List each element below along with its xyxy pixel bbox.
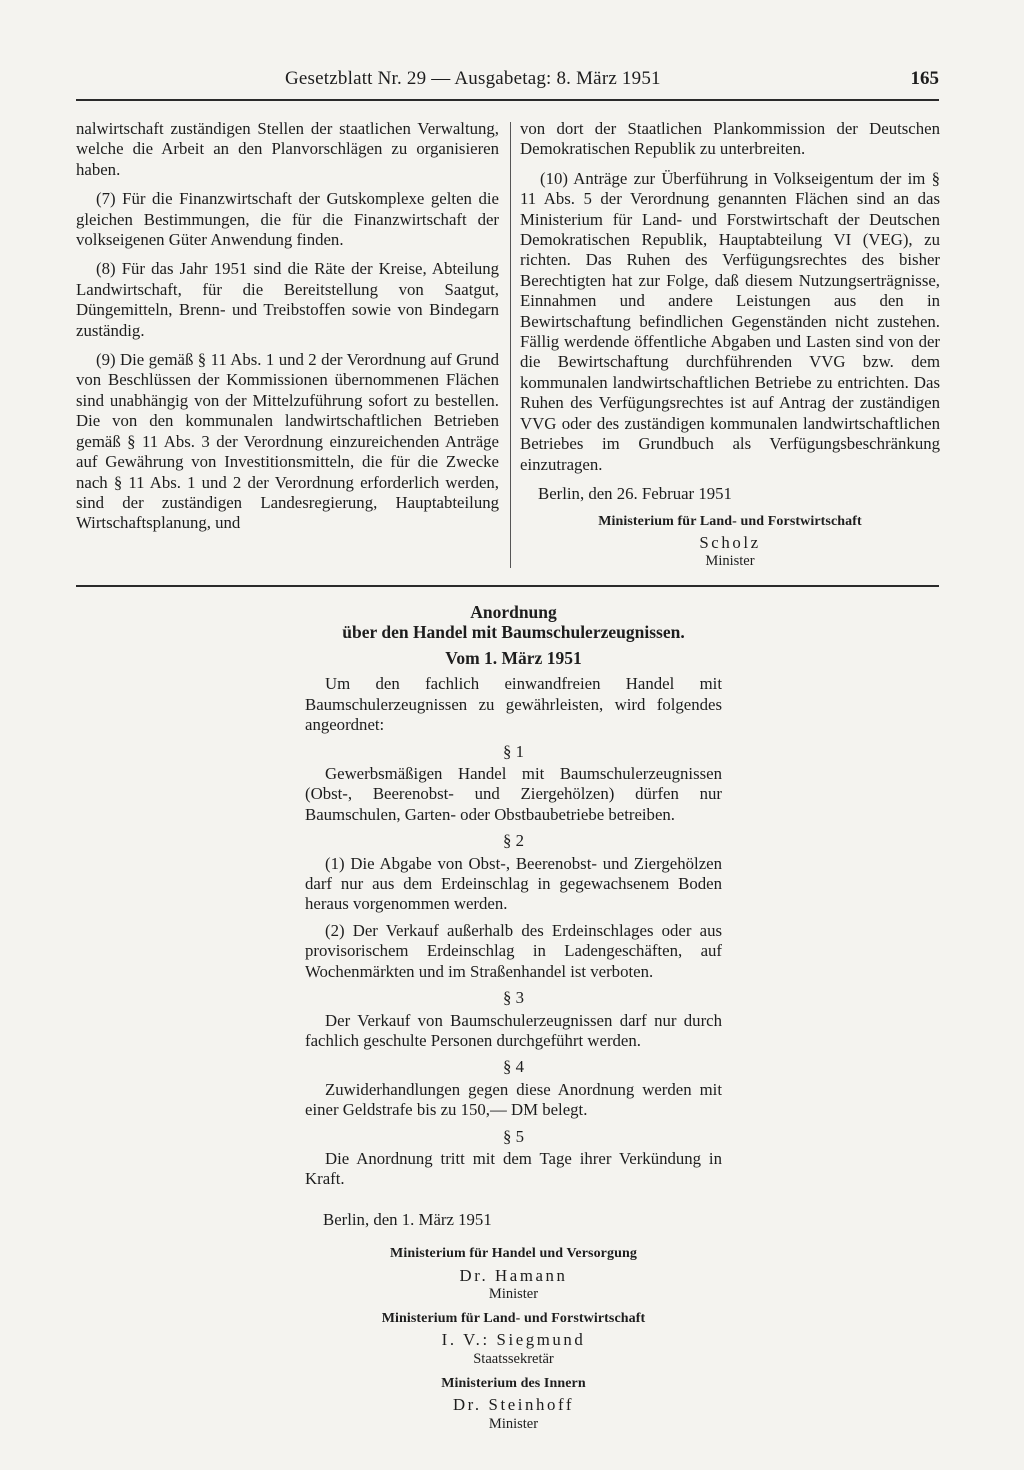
decree-preamble: Um den fachlich einwandfreien Handel mit Baumschulerzeugnissen zu gewährleisten, wird folgendes angeordnet: — [305, 674, 722, 735]
decree-date: Vom 1. März 1951 — [445, 648, 582, 668]
section-5-text: Die Anordnung tritt mit dem Tage ihrer Verkündung in Kraft. — [305, 1148, 722, 1189]
decree-place-date: Berlin, den 1. März 1951 — [323, 1209, 492, 1229]
signature-2-name: I. V.: Siegmund — [441, 1330, 586, 1350]
section-3-heading: § 3 — [503, 988, 524, 1008]
signature-1-name: Dr. Hamann — [459, 1265, 568, 1285]
page-header — [75, 68, 939, 94]
section-2-text-1: (1) Die Abgabe von Obst-, Beerenobst- und Ziergehölzen darf nur aus dem Erdeinschlag in gegewachsenem Boden heraus vorgenommen werden. — [305, 853, 722, 914]
page-number: 165 — [910, 68, 939, 89]
signature-1-role: Minister — [488, 1285, 539, 1302]
section-2-heading: § 2 — [503, 831, 524, 851]
signature-2-role: Staatssekretär — [473, 1350, 554, 1367]
header-title: Gesetzblatt Nr. 29 — Ausgabetag: 8. März 1951 — [285, 68, 661, 89]
left-paragraph-9: (9) Die gemäß § 11 Abs. 1 und 2 der Verordnung auf Grund von Beschlüssen der Kommissionen übernommenen Flächen sind unabhängig von der Mittelzuführung sofort zu bestellen. Die von den kommunalen landwirtschaftlichen Betrieben gemäß § 11 Abs. 3 der Verordnung einzureichenden Anträge auf Gewährung von Investitionsmitteln, die für die Zwecke nach § 11 Abs. 1 und 2 der Verordnung erforderlich werden, sind der zuständigen Landesregierung, Hauptabteilung Wirtschaftsplanung, und — [76, 350, 499, 533]
signature-3-role: Minister — [488, 1415, 539, 1432]
section-rule — [76, 585, 939, 587]
decree-subtitle: über den Handel mit Baumschulerzeugnissen. — [342, 622, 685, 642]
left-paragraph-8: (8) Für das Jahr 1951 sind die Räte der Kreise, Abteilung Landwirtschaft, für die Bereitstellung von Saatgut, Düngemitteln, Brenn- und Treibstoffen sowie von Bindegarn zuständig. — [76, 259, 499, 340]
signature-name: Scholz — [699, 532, 761, 552]
left-paragraph-1: nalwirtschaft zuständigen Stellen der staatlichen Verwaltung, welche die Arbeit an den Planvorschlägen zu organisieren haben. — [76, 119, 499, 179]
signature-place-date: Berlin, den 26. Februar 1951 — [538, 483, 732, 503]
section-4-text: Zuwiderhandlungen gegen diese Anordnung werden mit einer Geldstrafe bis zu 150,— DM belegt. — [305, 1079, 722, 1120]
column-divider — [510, 122, 511, 568]
left-column — [76, 119, 499, 543]
decree-title: Anordnung — [470, 602, 557, 622]
section-4-heading: § 4 — [503, 1057, 524, 1077]
signature-ministry: Ministerium für Land- und Forstwirtschaft — [598, 514, 862, 530]
section-1-text: Gewerbsmäßigen Handel mit Baumschulerzeugnissen (Obst-, Beerenobst- und Ziergehölzen) dürfen nur Baumschulen, Garten- oder Obstbaubetriebe betreiben. — [305, 764, 722, 824]
section-1-heading: § 1 — [503, 741, 524, 761]
right-column — [520, 119, 940, 570]
signature-3-ministry: Ministerium des Innern — [441, 1375, 586, 1391]
signature-1-ministry: Ministerium für Handel und Versorgung — [390, 1246, 637, 1262]
signature-2-ministry: Ministerium für Land- und Forstwirtschaft — [381, 1310, 646, 1326]
signature-role: Minister — [705, 553, 755, 570]
right-paragraph-1: von dort der Staatlichen Plankommission der Deutschen Demokratischen Republik zu unterbreiten. — [520, 119, 940, 159]
right-paragraph-10: (10) Anträge zur Überführung in Volkseigentum der im § 11 Abs. 5 der Verordnung genannten Flächen sind an das Ministerium für Land- und Forstwirtschaft der Deutschen Demokratischen Republik, Hauptabteilung VI (VEG), zu richten. Das Ruhen des Verfügungsrechtes des bisher Berechtigten hat zur Folge, daß diesem Nutzungserträgnisse, Einnahmen und andere Leistungen aus den in Bewirtschaftung befindlichen Gegenständen nicht zustehen. Fällig werdende öffentliche Abgaben und Lasten sind von der die Bewirtschaftung durchführenden VVG bzw. dem kommunalen landwirtschaftlichen Betriebe zu entrichten. Das Ruhen des Verfügungsrechtes ist auf Antrag der zuständigen VVG oder des zuständigen kommunalen landwirtschaftlichen Betriebes im Grundbuch als Verfügungsbeschränkung einzutragen. — [520, 168, 940, 474]
header-rule — [76, 99, 939, 101]
section-2-text-2: (2) Der Verkauf außerhalb des Erdeinschlages oder aus provisorischem Erdeinschlag in Ladengeschäften, auf Wochenmärkten und im Straßenhandel ist verboten. — [305, 920, 722, 981]
decree — [305, 602, 722, 1439]
left-paragraph-7: (7) Für die Finanzwirtschaft der Gutskomplexe gelten die gleichen Bestimmungen, die für die Finanzwirtschaft der volkseigenen Güter Anwendung finden. — [76, 189, 499, 250]
section-5-heading: § 5 — [503, 1126, 524, 1146]
signature-3-name: Dr. Steinhoff — [452, 1395, 575, 1415]
section-3-text: Der Verkauf von Baumschulerzeugnissen darf nur durch fachlich geschulte Personen durchgeführt werden. — [305, 1010, 722, 1050]
